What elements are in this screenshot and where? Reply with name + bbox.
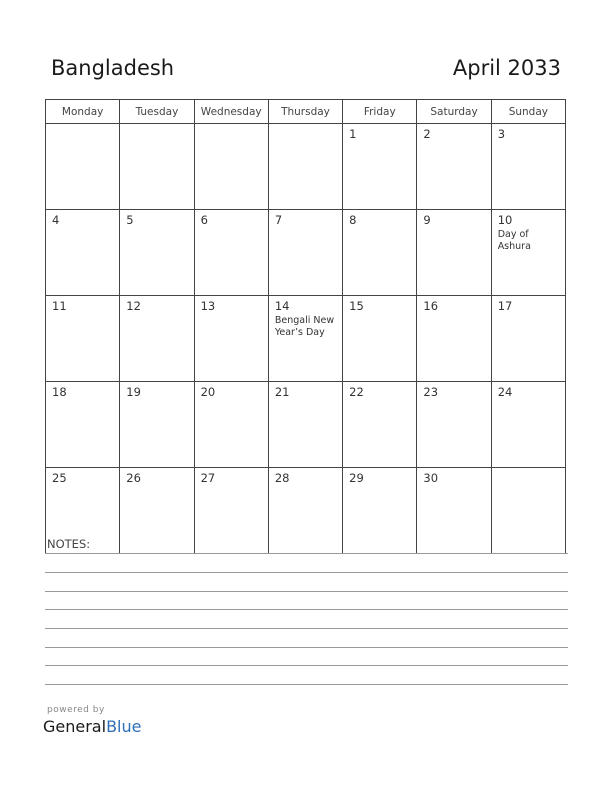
day-cell — [194, 296, 268, 382]
notes-line — [45, 684, 568, 685]
brand-blue: Blue — [106, 717, 142, 736]
notes-line — [45, 628, 568, 629]
day-number: 9 — [423, 213, 431, 227]
day-number: 12 — [126, 299, 141, 313]
day-number: 11 — [52, 299, 67, 313]
notes-line — [45, 553, 568, 554]
day-number: 28 — [274, 471, 290, 485]
country-title: Bangladesh — [51, 56, 175, 80]
day-cell — [417, 296, 491, 382]
week-row — [46, 124, 566, 210]
day-cell — [343, 124, 417, 210]
notes-line — [45, 591, 568, 592]
holiday-label: Bengali New Year’s Day — [274, 315, 335, 338]
day-cell — [46, 296, 120, 382]
day-number: 27 — [200, 471, 216, 485]
day-number: 1 — [349, 127, 357, 141]
week-row — [46, 210, 566, 296]
day-cell — [46, 124, 120, 210]
week-row — [46, 468, 566, 554]
day-cell — [268, 468, 342, 554]
day-cell — [120, 382, 194, 468]
calendar-grid — [45, 99, 566, 554]
holiday-label: Day of Ashura — [497, 229, 531, 252]
day-number: 24 — [497, 385, 513, 399]
day-cell — [46, 210, 120, 296]
day-number: 8 — [349, 213, 357, 227]
day-cell — [491, 124, 565, 210]
day-number: 21 — [274, 385, 290, 399]
day-number: 2 — [423, 127, 431, 141]
day-number: 7 — [274, 213, 283, 227]
powered-by-text: powered by — [47, 705, 105, 715]
day-cell — [268, 382, 342, 468]
day-number: 3 — [497, 127, 506, 141]
notes-line — [45, 572, 568, 573]
day-cell — [120, 468, 194, 554]
day-cell — [194, 210, 268, 296]
day-cell — [46, 382, 120, 468]
brand-general: General — [43, 717, 107, 736]
weekday-header: Friday — [343, 100, 417, 124]
generalblue-logo[interactable] — [43, 717, 141, 736]
day-number: 15 — [349, 299, 364, 313]
day-cell — [194, 382, 268, 468]
day-cell — [343, 210, 417, 296]
weekday-header: Thursday — [268, 100, 342, 124]
notes-line — [45, 609, 568, 610]
day-cell — [417, 468, 491, 554]
day-number: 22 — [349, 385, 364, 399]
day-cell — [194, 468, 268, 554]
day-number: 29 — [349, 471, 364, 485]
notes-line — [45, 665, 568, 666]
day-number: 26 — [126, 471, 141, 485]
day-number: 30 — [423, 471, 439, 485]
weekday-header: Tuesday — [120, 100, 194, 124]
day-cell — [120, 210, 194, 296]
week-row — [46, 382, 566, 468]
day-cell — [491, 210, 565, 296]
day-number: 10 — [497, 213, 513, 227]
month-year-title: April 2033 — [452, 56, 561, 80]
day-number: 23 — [423, 385, 439, 399]
day-cell — [194, 124, 268, 210]
day-cell — [120, 124, 194, 210]
day-number: 4 — [52, 213, 60, 227]
day-number: 5 — [126, 213, 134, 227]
day-number: 18 — [52, 385, 67, 399]
weekday-header: Monday — [46, 100, 120, 124]
weekday-header-row — [46, 100, 566, 124]
weekday-header: Wednesday — [194, 100, 268, 124]
weekday-header: Saturday — [417, 100, 491, 124]
day-cell — [417, 210, 491, 296]
day-number: 20 — [200, 385, 216, 399]
day-number: 13 — [200, 299, 216, 313]
day-cell — [417, 382, 491, 468]
day-cell — [120, 296, 194, 382]
day-cell — [268, 296, 342, 382]
day-cell — [491, 468, 565, 554]
day-cell — [343, 296, 417, 382]
day-number: 25 — [52, 471, 67, 485]
day-number: 14 — [274, 299, 290, 313]
day-cell — [268, 210, 342, 296]
day-number: 17 — [497, 299, 513, 313]
day-cell — [268, 124, 342, 210]
day-cell — [491, 382, 565, 468]
day-number: 6 — [200, 213, 208, 227]
notes-line — [45, 647, 568, 648]
day-cell — [343, 382, 417, 468]
day-number: 19 — [126, 385, 141, 399]
notes-label: NOTES: — [47, 537, 91, 551]
weekday-header: Sunday — [491, 100, 565, 124]
day-cell — [417, 124, 491, 210]
day-cell — [343, 468, 417, 554]
day-number: 16 — [423, 299, 439, 313]
day-cell — [491, 296, 565, 382]
week-row — [46, 296, 566, 382]
